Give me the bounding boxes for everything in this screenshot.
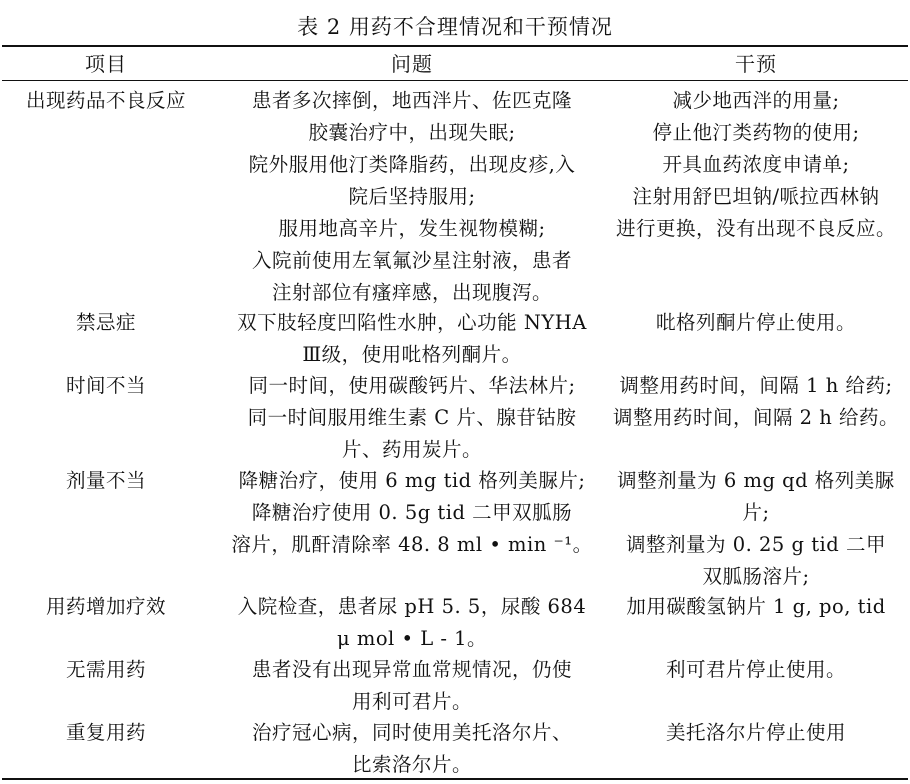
cell-line: 无需用药 xyxy=(65,658,146,681)
cell-line: 溶片，肌酐清除率 48. 8 ml • min ⁻¹。 xyxy=(231,533,593,556)
cell-line: 利可君片停止使用。 xyxy=(665,658,846,681)
cell-line: 双下肢轻度凹陷性水肿，心功能 NYHA xyxy=(237,311,587,334)
cell-line: 双胍肠溶片; xyxy=(702,565,810,588)
cell-line: 治疗冠心病，同时使用美托洛尔片、 xyxy=(251,721,572,744)
cell-line: Ⅲ级，使用吡格列酮片。 xyxy=(302,343,522,366)
cell-line: 调整用药时间，间隔 2 h 给药。 xyxy=(612,406,900,429)
item-cell xyxy=(2,717,210,749)
table-top-rule xyxy=(2,45,908,47)
intervention-cell xyxy=(604,85,908,245)
problem-cell xyxy=(222,591,602,655)
item-cell xyxy=(2,370,210,402)
problem-cell xyxy=(222,654,602,718)
cell-line: 院外服用他汀类降脂药，出现皮疹,入 xyxy=(248,153,576,176)
cell-line: 同一时间服用维生素 C 片、腺苷钴胺 xyxy=(247,406,577,429)
cell-line: 服用地高辛片，发生视物模糊; xyxy=(278,217,546,240)
table-bottom-rule xyxy=(2,778,908,780)
problem-cell xyxy=(222,307,602,371)
cell-line: 院后坚持服用; xyxy=(348,185,476,208)
cell-line: 注射用舒巴坦钠/哌拉西林钠 xyxy=(632,185,880,208)
problem-cell xyxy=(222,370,602,466)
problem-cell xyxy=(222,85,602,309)
intervention-cell xyxy=(604,654,908,686)
cell-line: 入院检查，患者尿 pH 5. 5，尿酸 684 xyxy=(237,595,587,618)
item-cell xyxy=(2,591,210,623)
intervention-cell xyxy=(604,717,908,749)
cell-line: 比索洛尔片。 xyxy=(351,753,472,776)
cell-line: 片、药用炭片。 xyxy=(341,438,482,461)
cell-line: 时间不当 xyxy=(65,374,146,397)
cell-line: 剂量不当 xyxy=(65,469,146,492)
cell-line: 降糖治疗使用 0. 5g tid 二甲双胍肠 xyxy=(251,501,573,524)
cell-line: μ mol • L - 1。 xyxy=(336,627,488,650)
cell-line: 禁忌症 xyxy=(75,311,136,334)
table-header-rule xyxy=(2,80,908,81)
cell-line: 加用碳酸氢钠片 1 g, po, tid xyxy=(626,595,886,618)
item-cell xyxy=(2,307,210,339)
table-caption: 表 2 用药不合理情况和干预情况 xyxy=(297,15,613,39)
cell-line: 用利可君片。 xyxy=(351,690,472,713)
cell-line: 降糖治疗，使用 6 mg tid 格列美脲片; xyxy=(238,469,586,492)
cell-line: 停止他汀类药物的使用; xyxy=(652,121,860,144)
intervention-cell xyxy=(604,307,908,339)
cell-line: 患者没有出现异常血常规情况，仍使 xyxy=(251,658,572,681)
cell-line: 同一时间，使用碳酸钙片、华法林片; xyxy=(248,374,576,397)
header-problem: 问题 xyxy=(391,52,433,76)
intervention-cell xyxy=(604,465,908,593)
cell-line: 注射部位有瘙痒感，出现腹泻。 xyxy=(271,281,552,304)
cell-line: 减少地西泮的用量; xyxy=(672,89,840,112)
item-cell xyxy=(2,654,210,686)
cell-line: 开具血药浓度申请单; xyxy=(662,153,850,176)
header-item: 项目 xyxy=(85,52,127,76)
cell-line: 患者多次摔倒，地西泮片、佐匹克隆 xyxy=(251,89,572,112)
cell-line: 入院前使用左氧氟沙星注射液，患者 xyxy=(251,249,572,272)
cell-line: 调整剂量为 0. 25 g tid 二甲 xyxy=(626,533,886,556)
header-intervention: 干预 xyxy=(735,52,777,76)
problem-cell xyxy=(222,465,602,561)
cell-line: 用药增加疗效 xyxy=(45,595,166,618)
cell-line: 重复用药 xyxy=(65,721,146,744)
cell-line: 美托洛尔片停止使用 xyxy=(665,721,846,744)
cell-line: 出现药品不良反应 xyxy=(25,89,186,112)
cell-line: 调整用药时间，间隔 1 h 给药; xyxy=(619,374,893,397)
intervention-cell xyxy=(604,370,908,434)
problem-cell xyxy=(222,717,602,781)
cell-line: 片; xyxy=(742,501,770,524)
cell-line: 进行更换，没有出现不良反应。 xyxy=(615,217,896,240)
item-cell xyxy=(2,85,210,117)
item-cell xyxy=(2,465,210,497)
cell-line: 调整剂量为 6 mg qd 格列美脲 xyxy=(617,469,895,492)
cell-line: 胶囊治疗中，出现失眠; xyxy=(308,121,516,144)
cell-line: 吡格列酮片停止使用。 xyxy=(655,311,856,334)
intervention-cell xyxy=(604,591,908,623)
